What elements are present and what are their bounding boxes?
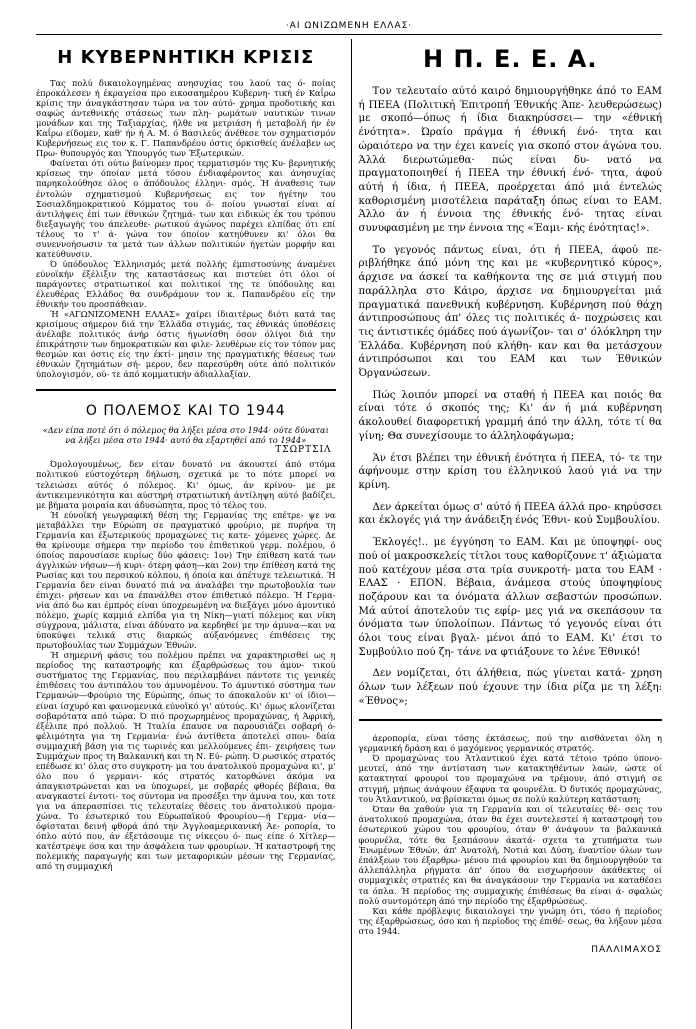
epigraph-quote: «Δεν είπα ποτέ ότι ό πόλεμος θα λήξει μέσα στο 1944· ούτε δύναται να λήξει μέσα στο 1944· αυτό θα εξαρτηθεί από το 1944» (42, 425, 329, 446)
section-divider (359, 719, 662, 721)
war-paragraph: Ό προμαχώνας του Άτλαντικού έχει κατά τέτοιο τρόπο ύπονο- μευτεί, άπό την άντίσταση των κατακτηθέντων λαών, ώστε οί κατακτηταί φρουροί του προμαχώνα να τρέμουν, άπό στιγμή σε στιγμή, μήπως άνάψουν έξαφνα τα φουρνέλα. Ό δυτικός προμαχώνας, του Άτλαντικού, να βρίσκεται όμως σε πολύ καλύτερη κατάσταση; (358, 752, 662, 804)
author-signature: ΠΑΛΛΙΜΑΧΟΣ (591, 944, 662, 955)
war-article (36, 459, 336, 871)
right-paragraph: Άν έτσι βλέπει την έθνική ένότητα ή ΠΕΕΑ, τό- τε την άφήνουμε στην κρίση του έλληνικού λαού γιά να την κρίνη. (358, 452, 662, 491)
left-article (36, 78, 336, 379)
right-column (359, 39, 662, 1029)
right-paragraph: Πώς λοιπόν μπορεί να σταθή ή ΠΕΕΑ και ποιός θα είναι τότε ό σκοπός της; Κι' άν ή μιά κυβέρνηση άκολουθεί διαφορετική γραμμή άπό την άλλη, τότε τί θα γίνη; Θα συνεχίσουμε το άλληλοφάγωμα; (358, 389, 662, 442)
left-paragraph: Ό ύπόδουλος Έλληνισμός μετά πολλής έμπιστοσύνης άναμένει εύνοϊκήν έξέλιξιν της καταστάσεως και πιστεύει ότι όλοι οί παράγοντες στρατιωτικοί και πολιτικοί της τε ύπόδουλης και έλευθέρας Ελλάδος θα συνδράμουν τον κ. Παπανδρέου είς την έθνικήν του προσπάθειαν. (36, 258, 336, 310)
right-paragraph: Δεν νομίζεται, ότι άλήθεια, πώς γίνεται κατά- χρηση όλων των λέξεων πού έχουνε την ίδια ρίζα με τη λέξη: «Έθνος»; (358, 668, 662, 707)
left-headline: Η ΚΥΒΕΡΝΗΤΙΚΗ ΚΡΙΣΙΣ (57, 47, 315, 68)
masthead: ·ΑΙ ΩΝΙΖΩΜΕΝΗ ΕΛΛΑΣ· (36, 20, 662, 35)
left-paragraph: Τας πολύ δικαιολογημένας ανησυχίας του λαού τας ό- ποίας έπροκάλεσεν ή έκραγείσα προ εικοσαημέρου Κυβερνη- τική έν Καΐρω κρίσις την άναγκάστησαν τώρα να τον αύτό- χρημα προδοτικής και σαφώς άντεθνικής στάσεως των πλη- ρωμάτων ναυτικών τινων μονάδων και της Ταξιαρχίας, ήλθε να μετριάση ή μεταβολή ήν έν Καΐρω είδομεν, καθ' ήν ή Α. Μ. ό Βασιλεύς άνέθεσε τον σχηματισμόν Κυβερνήσεως εις τον κ. Γ. Παπανδρέου όστις όρκισθείς άνέλαβεν ως Πρω- θυπουργός και Ύπουργός των Έξωτερικών. (36, 78, 336, 159)
left-paragraph: Ή «ΑΓΩΝΙΖΟΜΕΝΗ ΕΛΛΑΣ» χαίρει ίδιαιτέρως διότι κατά τας κρισίμους σήμερον διά την Έλλάδα στιγμάς, τας έθνικάς ύποθέσεις άνέλαβε πολιτικός άνήρ όστις ήγωνίσθη όσον όλίγοι διά την έπικράτησιν των δημοκρατικών και φιλε- λευθέρων είς τον τόπον μας θεσμών και όστις είς την έκτί- μησιν της πραγματικής θέσεως των έθνικών ζητημάτων σή- μερον, δεν παρεσύρθη ούτε άπό πολιτικόν ύπολογισμόν, ού- τε άπό κομματικήν άδιαλλαξίαν. (36, 309, 336, 380)
war-paragraph: Και κάθε πρόβλεψις δικαιολογεί την γνώμη ότι, τόσο ή περίοδος της έξαρθρώσεως, όσο και ή περίοδος της έπιθέ- σεως, θα λήξουν μέσα στο 1944. (358, 905, 662, 937)
columns (36, 39, 662, 1029)
war-paragraph: Ή σημερινή φάσις του πολέμου πρέπει να χαρακτηρισθεί ως η περίοδος της καταστροφής και έξαρθρώσεως του άμυν- τικού συστήματος της Γερμανίας, που περιλαμβάνει πάντοτε τις γενικές έπιθέσεις του άντιπάλου του άμυνομένου. Το άμυντικό σύστημα των Γερμανών—Φρούριο της Εύρώπης, όπως το άποκαλούν κι' οί ίδιοι—είναι ίσχυρό και φαινομενικά εύνοϊκό γι' αύτούς. Κι' όμως κλονίζεται σοβαρότατα από τώρα. Ό πιό προχωρημένος προμαχώνας, ή Άφρική, έξέλιπε πρό πολλού. Ή Ίταλία έπαυσε να παρουσιάζει σοβαρή ό- φέλιμότητα για τη Γερμανία· ένώ άντίθετα άποτελεί σπου- δαία συμμαχική βάση για τις τωρινές και μελλούμενες έπι- χειρήσεις των Συμμάχων προς τη Βαλκανική και τη Ν. Εύ- ρώπη. Ό ρωσικός στρατός επέδωσε κι' όλας στο συγκροτη- μα του άνατολικού προμαχώνα κι', μ' όλο που ό γερμανι- κός στρατός κατορθώνει άκόμα να άπαγκιστρώνεται και να ύποχωρεί, με σοβαρές φθορές βέβαια, θα αναγκαστεί έντοτι- τος σύντομα να προσέξει την άμυνα του, και τοτε για να άπερασπίσει τις τελευταίες θέσεις του άνατολικού προμα- χώνα. Το έσωτερικό του Εύρωπαϊκού Φρουρίου—ή Γερμα- νία—όφίσταται δεινή φθορά άπό την Άγγλοαμερικανική Άε- ροπορία, το όπλο αύτό που, άν έξετάσουμε τις νίκεςου ό- πως είπε ό Χίτλερ—κατέστρεψε όσα και την άσφάλεια των φρουρίων. Ή καταστροφή της πολεμικής παραγωγής και των μεταφορικών μέσων της Γερμανίας, από τη συμμαχική (36, 650, 336, 872)
left-paragraph: Φαίνεται ότι ούτω βαίνομεν προς τερματισμόν της Κυ- βερνητικής κρίσεως την όποίαν μετά τόσου ένδιαφέροντος και άνησυχίας παρηκολούθησε όλος ο άπόδουλος έλληνι- σμός. Ή άναθεσις των έντολών σχηματισμού Κυβερνήσεως εις τον ήγέτην του Σοσιαλδημοκρατικού Κόμματος του ό- ποίου γνωσταί είναι αί άντιλήψεις έπί των έθνικών ζητημά- των και ειδικώς έκ του τρόπου διεξαγωγής του άπελευθε- ρωτικού άγώνος παρέχει ελπίδας ότι επί τέλους το τ' ά- γώνα τον όποίον κατηύθυνεν κι' όλοι θα συνεννοήσωσιν τα μετά των άλλων πολιτικών ήγετών μορφήν και κατεύθυνσιν. (36, 158, 336, 259)
war-paragraph: άεροπορία, είναι τόσης έκτάσεως, πού την αισθάνεται όλη η γερμανική δράση και ό μαχόμενος γερμανικός στρατός. (358, 732, 662, 753)
column-rule (351, 39, 352, 1029)
war-article-continued (359, 733, 662, 937)
section-divider (36, 389, 336, 391)
war-paragraph: Όταν θα χαθούν για τη Γερμανία και οί τελευταίες θέ- σεις του άνατολικού προμαχώνα, όταν θα έχει συντελεστεί ή καταστροφή του έσωτερικού χώρου του φρουρίου, όταν θ' άνάψουν τα βαλκανικά φουρνέλα, τότε θα ξεσπάσουν άκατά- σχετα τα χτυπήματα των Ένωμένων Έθνών, άπ' Άνατολή, Νοτιά και Δύση, έναντίον όλων των έπάλξεων του έξαρθρω- μένου πιά φρουρίου και θα δημιουργηθούν τα άλλεπάλληλα ρήγματα άπ' όπου θα εισχωρήσουν άκάθεκτες οί συμμαχικές στρατιές και θα άναγκάσουν την Γερμανία να καταθέσει τα όπλα. Ή περίοδος της συμμαχικής έπιθέσεως θα είναι ά- σφαλώς πολύ συντομότερη άπό την περίοδο της έξαρθρώσεως. (358, 803, 662, 906)
epigraph-author: ΤΣΩΡΤΣΙΛ (275, 445, 332, 456)
war-paragraph: Όμολογουμένως, δεν είταν δυνατό να άκουστεί άπό στόμα πολιτικού εύστοχότερη δήλωση, σχετικά με το πότε μπορεί να τελειώσει αύτός ό πόλεμος. Κι' όμως, άν κρίνου- με με άντικειμενικότητα και αύστηρή στρατιωτική άντίληψη αύτό βαδίζει, με βήματα μοιραία και άδυσώπητα, προς τό τέλος του. (36, 459, 336, 510)
right-headline: Η Π. Ε. Ε. Α. (423, 45, 598, 73)
right-article (359, 85, 662, 709)
right-paragraph: Τον τελευταίο αύτό καιρό δημιουργήθηκε άπό το ΕΑΜ ή ΠΕΕΑ (Πολιτική Έπιτροπή Έθνικής Άπε- λευθερώσεως) με σκοπό—όπως ή ίδια διακηρύσσει— την «έθνική ένότητα». Ώραίο πράγμα ή έθνική ένό- τητα και ώραιότερο να την έχει κανείς για σκοπό στον άγώνα του. Άλλά διερωτώμεθα· πώς είναι δυ- νατό να πραγματοποιηθεί ή ΠΕΕΑ την έθνική ένό- τητα, άφού αύτή ή ίδια, ή ΠΕΕΑ, προέρχεται άπό μιά έντελώς καθορισμένη μισοτέλεια παράταξη όπως είναι το ΕΑΜ. Άλλο άν ή έννοια της έθνικής ένό- τητας είναι συνυφασμένη με την έννοια της «Έαμι- κής ένότητας!». (358, 86, 662, 235)
left-column (36, 39, 344, 1029)
right-paragraph: Δεν άρκείται όμως σ' αύτό ή ΠΕΕΑ άλλά προ- κηρύσσει και έκλογές γιά την άνάδειξη ένός Έθνι- κού Συμβουλίου. (358, 501, 662, 527)
war-headline: Ο ΠΟΛΕΜΟΣ ΚΑΙ ΤΟ 1944 (85, 403, 286, 420)
right-paragraph: Το γεγονός πάντως είναι, ότι ή ΠΕΕΑ, άφού πε- ριβλήθηκε άπό μόνη της και με «κυβερνητικό κύρος», άρχισε να άσκεί τα καθήκοντα της σε μιά στιγμή που παράλληλα στο Κάιρο, άρχισε να δημιουργείται μιά πραγματικά πανεθνική κυβέρνηση. Κυβέρνηση πού θάχη άντιπροσώπους άπ' όλες τις πολιτικές ά- ποχρώσεις και τις άντιστικές όμάδες πού άγωνίζον- ται σ' όλόκληρη την Έλλάδα. Κυβέρνηση πού κλήθη- καν και θα μετάσχουν άντιπρόσωποι και του ΕΑΜ και των Έθνικών Όργανώσεων. (358, 244, 662, 380)
war-paragraph: Ή εύνοϊκή γεωγραφική θέση της Γερμανίας της επέτρε- ψε να μεταβάλλει την Εύρώπη σε πραγματικό φρούριο, με πυρήνα τη Γερμανία και έξωτερικούς προμαχώνες τις κατε- χόμενες χώρες. Δε θα κρίνουμε σήμερα την περίοδο του έπιθετικού γερμ. πολέμου, ό όποίος παρουσίασε κυρίως δύο φάσεις: 1ον) Την έπίθεση κατά των άγγλικών νήσων—ή κυρι- ότερη φάση—και 2ον) την έπίθεση κατά της Ρωσίας και του περσικού κόλπου, ή όποία και άπέτυχε τελειωτικά. Ή Γερμανία δεν είναι δυνατό πιά να άναλάβει την πρωτοβουλία των έπιχει- ρήσεων και να έπανάλθει στον έπιθετικό πόλεμο. Ή Γερμα- νία άπό δω και έμπρός είναι ύποχρεωμένη να διεξάγει μόνο άμυντικό πόλεμο, χωρίς καμμιά ελπίδα για τη Νίκη—γιατί πόλεμος και νίκη σύγχρονα, μάλιστα, είναι άδύνατο να κερδηθεί με την άμυνα—και να ύποκύψει τελικά στις διαρκώς αύξανόμενες έπιθέσεις της πρωτοβουλίας των Συμμάχων Έθνών. (36, 509, 336, 651)
right-paragraph: Έκλογές!.. με έγγύηση το ΕΑΜ. Και με ύποψηφί- ους πού οί μακροσκελείς τίτλοι τους καθορίζουνε τ' άξιώματα πού κατέχουν μέσα στα τρία συνκροτή- ματα του ΕΑΜ · ΕΛΑΣ · ΕΠΟΝ. Βέβαια, άνάμεσα στούς ύποψηφίους ποζάρουν και τα όνόματα άλλων σεβαστών προσώπων. Μά αύτοί άποτελούν τις εφίρ- μες γιά να σκεπάσουν τα όνόματα των ύπολοίπων. Πάντως τό γεγονός είναι ότι όλοι τους είναι βγαλ- μένοι άπό το ΕΑΜ. Κι' έτσι το Συμβούλιο πού ζη- τάνε να φτιάξουνε το λένε Έθνικό! (358, 537, 662, 658)
